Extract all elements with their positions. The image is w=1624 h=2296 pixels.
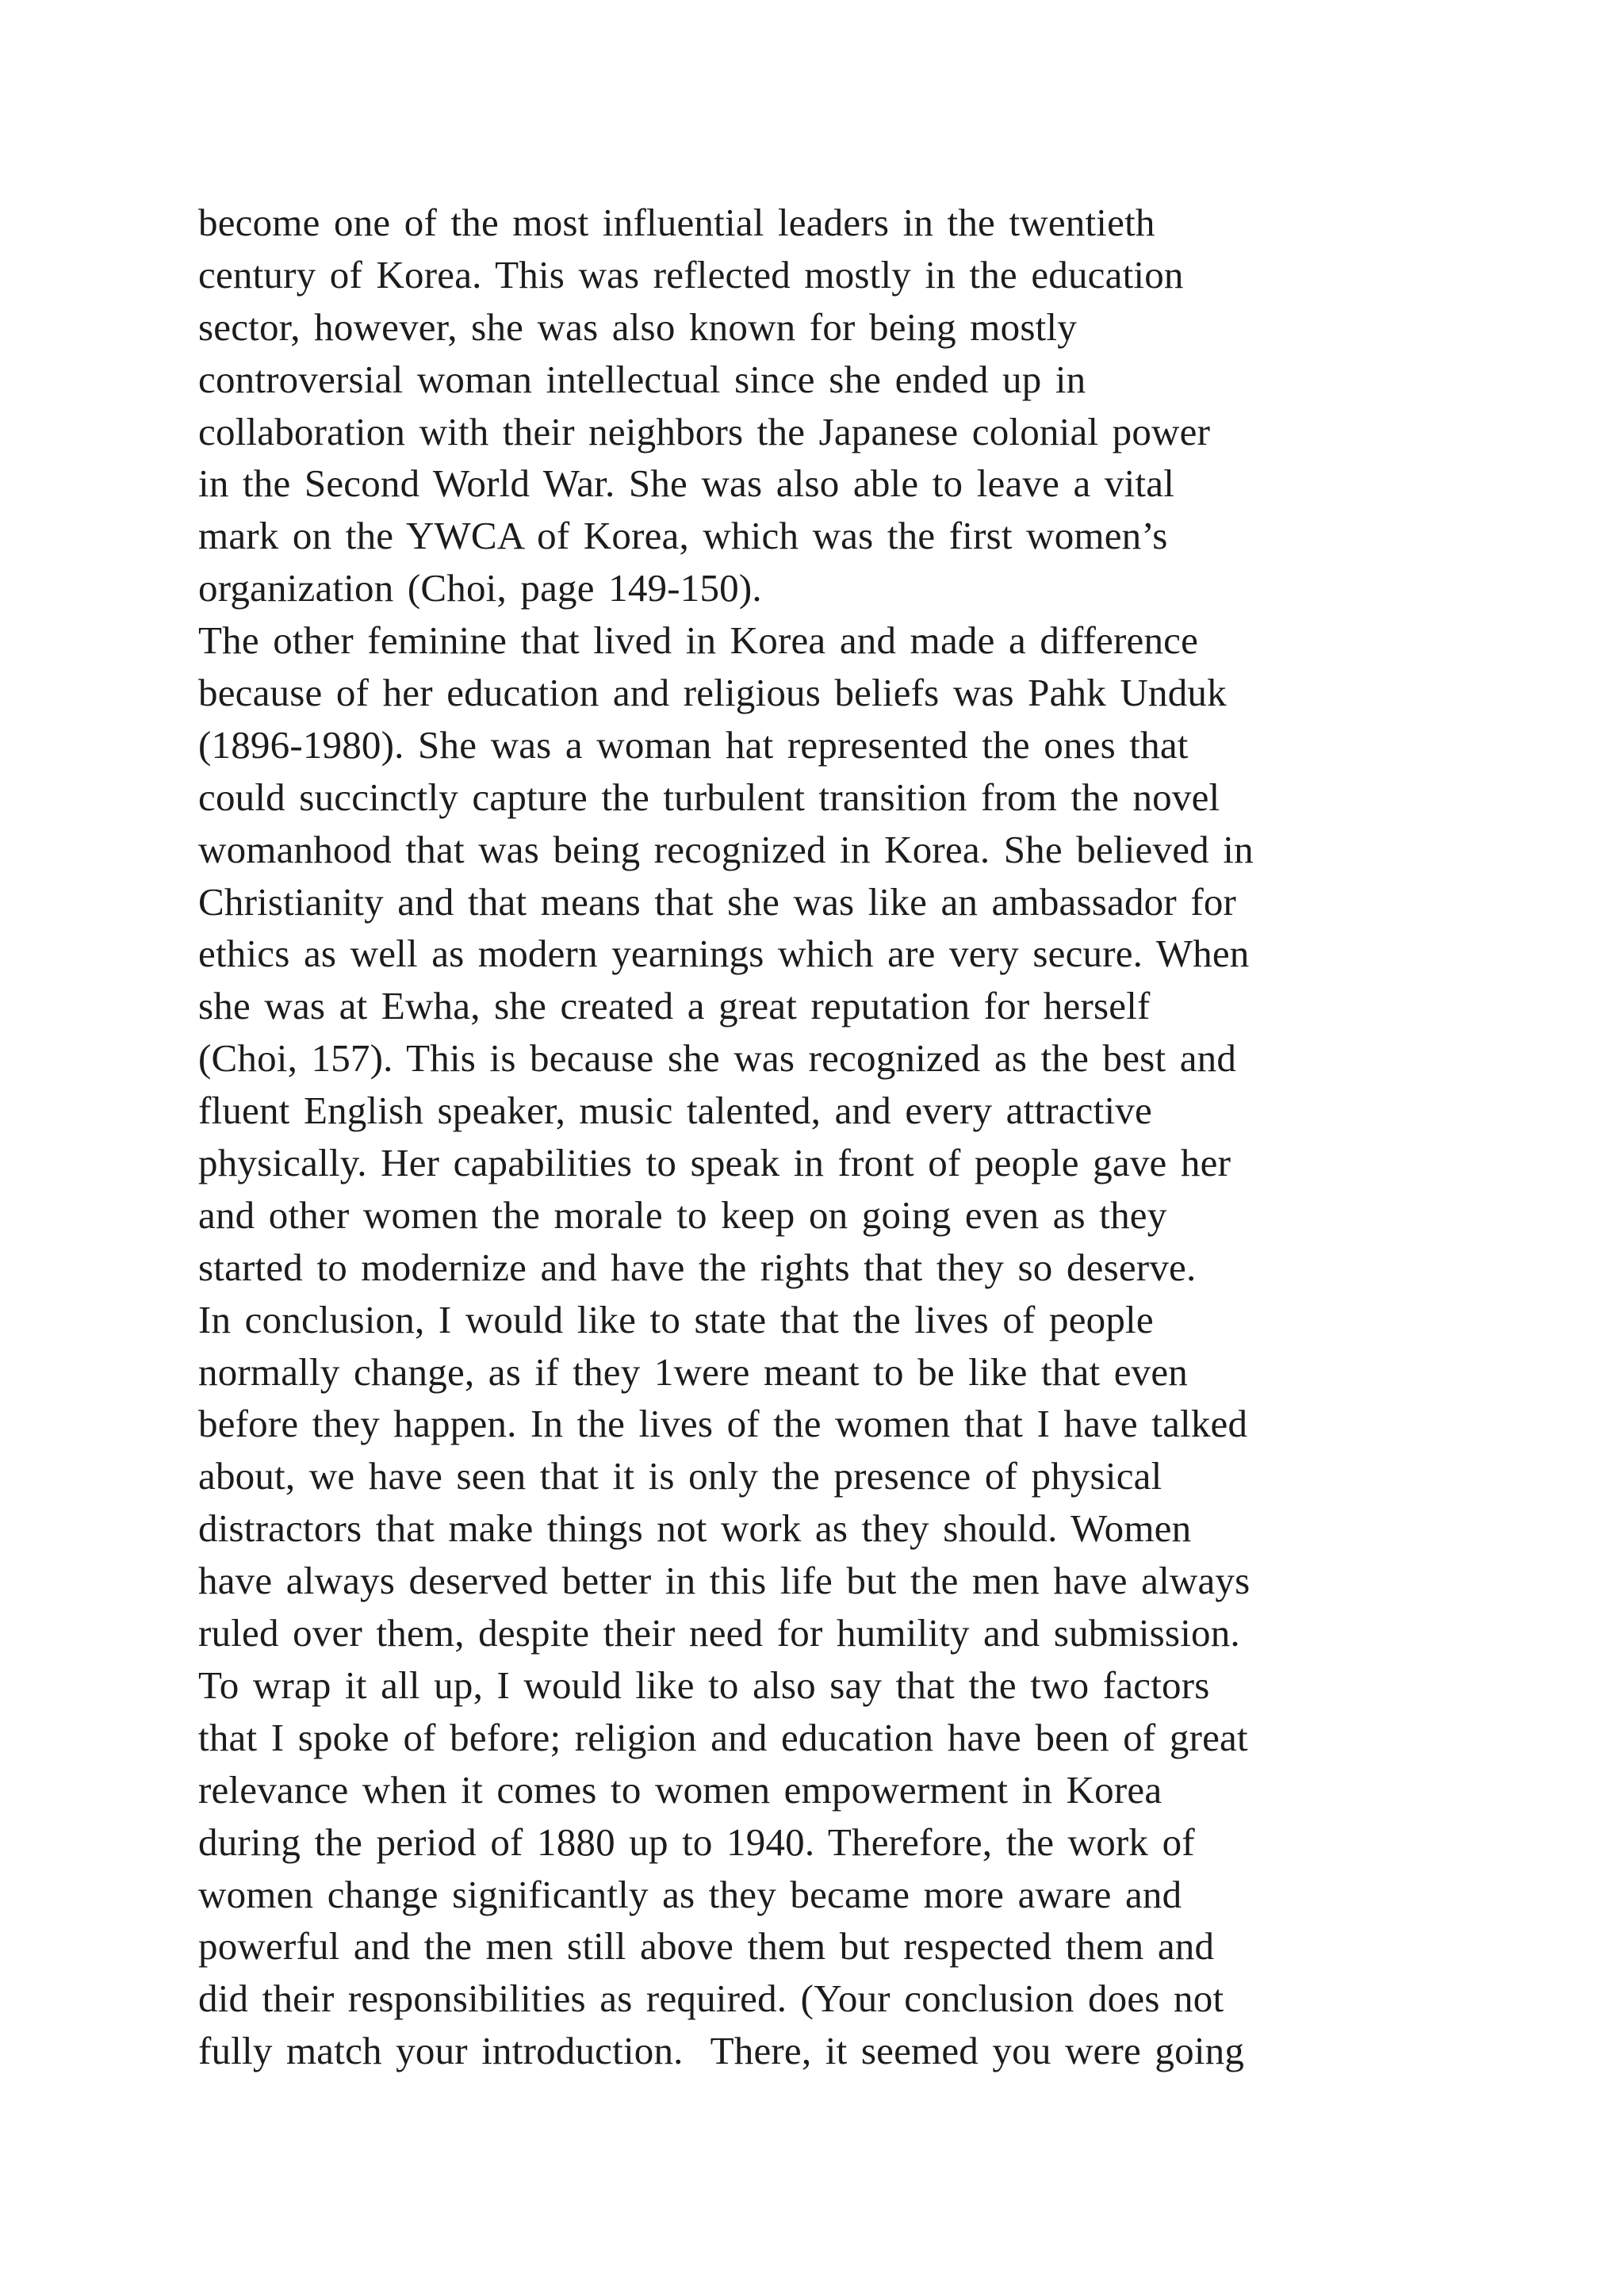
text-line: before they happen. In the lives of the women that I have talked: [198, 1402, 1248, 1446]
text-line: organization (Choi, page 149-150).: [198, 566, 762, 610]
text-line: because of her education and religious beliefs was Pahk Unduk: [198, 671, 1227, 715]
text-line: sector, however, she was also known for being mostly: [198, 304, 1077, 349]
text-line: physically. Her capabilities to speak in front of people gave her: [198, 1141, 1231, 1185]
text-line: controversial woman intellectual since she ended up in: [198, 357, 1086, 401]
text-line: and other women the morale to keep on going even as they: [198, 1192, 1167, 1237]
text-line: normally change, as if they 1were meant to be like that even: [198, 1349, 1189, 1394]
text-line: she was at Ewha, she created a great reputation for herself: [198, 984, 1151, 1028]
body-text: [198, 197, 1499, 2077]
text-line: during the period of 1880 up to 1940. Therefore, the work of: [198, 1820, 1195, 1864]
text-line: fully match your introduction. There, it seemed you were going: [198, 2029, 1245, 2073]
text-line: ruled over them, despite their need for humility and submission.: [198, 1611, 1240, 1655]
text-line: started to modernize and have the rights that they so deserve.: [198, 1245, 1197, 1289]
text-line: In conclusion, I would like to state that the lives of people: [198, 1297, 1154, 1341]
text-line: become one of the most influential leaders in the twentieth: [198, 201, 1155, 244]
text-line: ethics as well as modern yearnings which are very secure. When: [198, 932, 1250, 976]
text-line: distractors that make things not work as they should. Women: [198, 1506, 1192, 1551]
text-line: relevance when it comes to women empowerment in Korea: [198, 1767, 1162, 1812]
text-line: did their responsibilities as required. (Your conclusion does not: [198, 1976, 1224, 2021]
text-line: that I spoke of before; religion and education have been of great: [198, 1715, 1248, 1759]
text-line: collaboration with their neighbors the Japanese colonial power: [198, 409, 1211, 453]
text-line: have always deserved better in this life but the men have always: [198, 1559, 1251, 1603]
text-line: The other feminine that lived in Korea and made a difference: [198, 618, 1199, 663]
text-line: women change significantly as they became more aware and: [198, 1872, 1182, 1916]
text-line: about, we have seen that it is only the presence of physical: [198, 1454, 1162, 1498]
text-line: womanhood that was being recognized in Korea. She believed in: [198, 827, 1254, 871]
text-line: Christianity and that means that she was like an ambassador for: [198, 879, 1237, 924]
text-line: century of Korea. This was reflected mostly in the education: [198, 252, 1184, 297]
text-line: powerful and the men still above them but respected them and: [198, 1924, 1215, 1969]
text-line: (1896-1980). She was a woman hat represented the ones that: [198, 722, 1189, 767]
text-line: in the Second World War. She was also able to leave a vital: [198, 461, 1175, 506]
text-line: (Choi, 157). This is because she was recognized as the best and: [198, 1036, 1237, 1081]
text-line: fluent English speaker, music talented, and every attractive: [198, 1089, 1152, 1133]
text-line: could succinctly capture the turbulent transition from the novel: [198, 775, 1220, 819]
text-line: mark on the YWCA of Korea, which was the first women’s: [198, 514, 1168, 558]
text-line: To wrap it all up, I would like to also say that the two factors: [198, 1663, 1210, 1707]
